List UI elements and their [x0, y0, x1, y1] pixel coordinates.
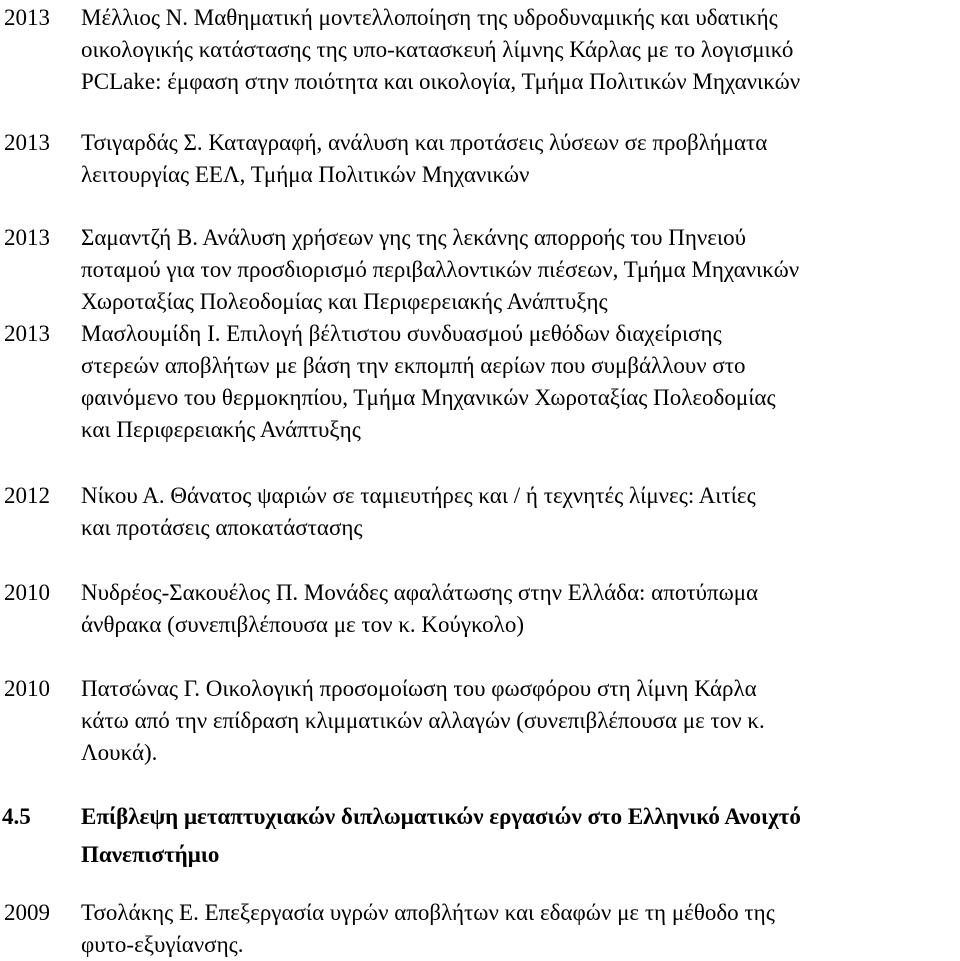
- entry-year: 2012: [4, 483, 50, 508]
- entry-year: 2010: [4, 676, 50, 701]
- entry-line: άνθρακα (συνεπιβλέπουσα με τον κ. Κούγκολο): [81, 612, 524, 637]
- entry-text: [81, 673, 959, 769]
- entry-line: Τσολάκης Ε. Επεξεργασία υγρών αποβλήτων και εδαφών με τη μέθοδο της: [81, 900, 775, 925]
- entry-line: οικολογικής κατάστασης της υπο-κατασκευή λίμνης Κάρλας με το λογισμικό: [81, 37, 794, 62]
- entry-line: Μέλλιος Ν. Μαθηματική μοντελλοποίηση της υδροδυναμικής και υδατικής: [81, 5, 778, 30]
- entry-text: [81, 577, 959, 641]
- entry-year: 2013: [4, 321, 50, 346]
- entry-text: [81, 222, 959, 318]
- entry-line: Νίκου Α. Θάνατος ψαριών σε ταμιευτήρες και / ή τεχνητές λίμνες: Αιτίες: [81, 483, 756, 508]
- entry-line: Μασλουμίδη Ι. Επιλογή βέλτιστου συνδυασμού μεθόδων διαχείρισης: [81, 321, 722, 346]
- entry-line: φαινόμενο του θερμοκηπίου, Τμήμα Μηχανικών Χωροταξίας Πολεοδομίας: [81, 385, 776, 410]
- section-title-line: Επίβλεψη μεταπτυχιακών διπλωματικών εργασιών στο Ελληνικό Ανοιχτό: [81, 804, 801, 829]
- entry-line: Πατσώνας Γ. Οικολογική προσομοίωση του φωσφόρου στη λίμνη Κάρλα: [81, 676, 757, 701]
- entry-line: κάτω από την επίδραση κλιμματικών αλλαγών (συνεπιβλέπουσα με τον κ.: [81, 708, 765, 733]
- entry-text: [81, 480, 959, 544]
- entry-line: Χωροταξίας Πολεοδομίας και Περιφερειακής Ανάπτυξης: [81, 289, 608, 314]
- entry-year: 2010: [4, 580, 50, 605]
- entry-line: φυτο-εξυγίανσης.: [81, 932, 244, 957]
- entry-line: PCLake: έμφαση στην ποιότητα και οικολογία, Τμήμα Πολιτικών Μηχανικών: [81, 69, 801, 94]
- entry-line: Σαμαντζή Β. Ανάλυση χρήσεων γης της λεκάνης απορροής του Πηνειού: [81, 225, 747, 250]
- entry-line: λειτουργίας ΕΕΛ, Τμήμα Πολιτικών Μηχανικών: [81, 162, 530, 187]
- entry-year: 2009: [4, 900, 50, 925]
- entry-line: στερεών αποβλήτων με βάση την εκπομπή αερίων που συμβάλλουν στο: [81, 353, 746, 378]
- entry-line: Τσιγαρδάς Σ. Καταγραφή, ανάλυση και προτάσεις λύσεων σε προβλήματα: [81, 130, 768, 155]
- section-number: 4.5: [2, 804, 31, 829]
- section-title-line: Πανεπιστήμιο: [81, 842, 220, 867]
- entry-text: [81, 897, 959, 961]
- entry-line: Νυδρέος-Σακουέλος Π. Μονάδες αφαλάτωσης στην Ελλάδα: αποτύπωμα: [81, 580, 759, 605]
- entry-text: [81, 2, 959, 98]
- section-title: [81, 801, 959, 877]
- entry-year: 2013: [4, 130, 50, 155]
- entry-line: Λουκά).: [81, 740, 158, 765]
- entry-text: [81, 127, 959, 191]
- entry-year: 2013: [4, 5, 50, 30]
- entry-line: και Περιφερειακής Ανάπτυξης: [81, 417, 361, 442]
- entry-text: [81, 318, 959, 446]
- entry-line: ποταμού για τον προσδιορισμό περιβαλλοντικών πιέσεων, Τμήμα Μηχανικών: [81, 257, 800, 282]
- entry-line: και προτάσεις αποκατάστασης: [81, 515, 363, 540]
- entry-year: 2013: [4, 225, 50, 250]
